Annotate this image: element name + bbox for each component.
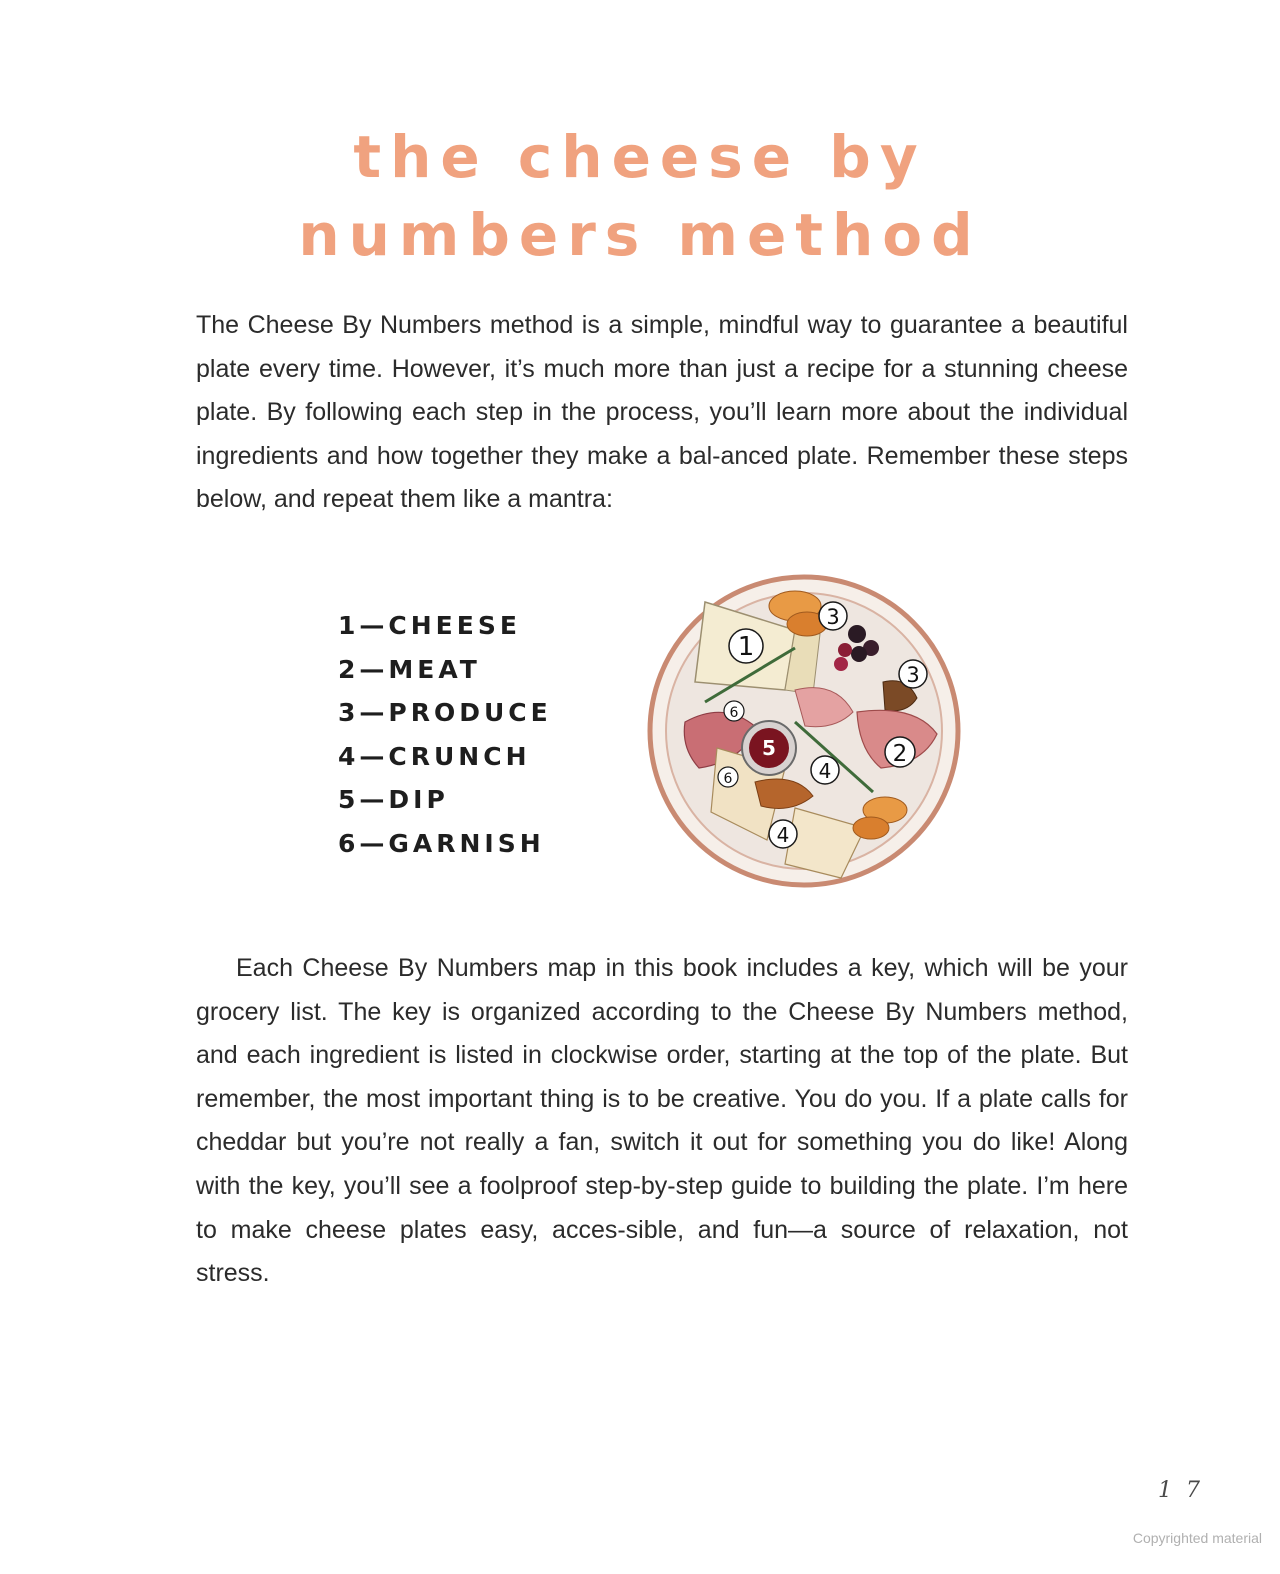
step-item: 5—DIP	[338, 785, 449, 815]
copyright-notice: Copyrighted material	[1132, 1530, 1262, 1546]
label-meat: 2	[892, 741, 908, 767]
label-dip: 5	[762, 736, 776, 760]
step-item: 6—GARNISH	[338, 828, 545, 858]
steps-list	[338, 604, 552, 866]
label-garnish-lower: 6	[723, 771, 733, 787]
apricot	[853, 817, 889, 839]
grape	[851, 646, 867, 662]
step-item: 1—CHEESE	[338, 611, 521, 640]
label-produce-right: 3	[906, 663, 920, 687]
step-item: 2—MEAT	[338, 654, 481, 684]
label-garnish-left: 6	[729, 705, 739, 721]
page-title	[0, 118, 1280, 274]
grape	[834, 657, 848, 671]
title-line-2: numbers method	[298, 201, 982, 269]
step-item: 3—PRODUCE	[338, 698, 552, 728]
label-crunch-bottom: 4	[776, 823, 790, 847]
label-cheese: 1	[737, 632, 755, 662]
label-produce-top: 3	[826, 605, 840, 629]
label-crunch-center: 4	[818, 759, 832, 783]
intro-paragraph: The Cheese By Numbers method is a simple, mindful way to guarantee a beautiful plate every time. However, it’s much more than just a recipe for a stunning cheese plate. By following each step in the process, you’ll learn more about the individual ingredients and how together they make a bal-anced plate. Remember these steps below, and repeat them like a mantra:	[196, 311, 1128, 514]
body-paragraph: Each Cheese By Numbers map in this book includes a key, which will be your grocery list. The key is organized according to the Cheese By Numbers method, and each ingredient is listed in clockwise order, starting at the top of the plate. But remember, the most important thing is to be creative. You do you. If a plate calls for cheddar but you’re not really a fan, switch it out for something you do like! Along with the key, you’ll see a foolproof step-by-step guide to building the plate. I’m here to make cheese plates easy, acces-sible, and fun—a source of relaxation, not stress.	[196, 954, 1128, 1288]
page-number: 17	[1158, 1478, 1214, 1503]
step-item: 4—CRUNCH	[338, 741, 531, 771]
grape	[838, 643, 852, 657]
grape	[848, 625, 866, 643]
cheese-plate-illustration	[645, 572, 963, 890]
title-line-1: the cheese by	[353, 123, 927, 191]
